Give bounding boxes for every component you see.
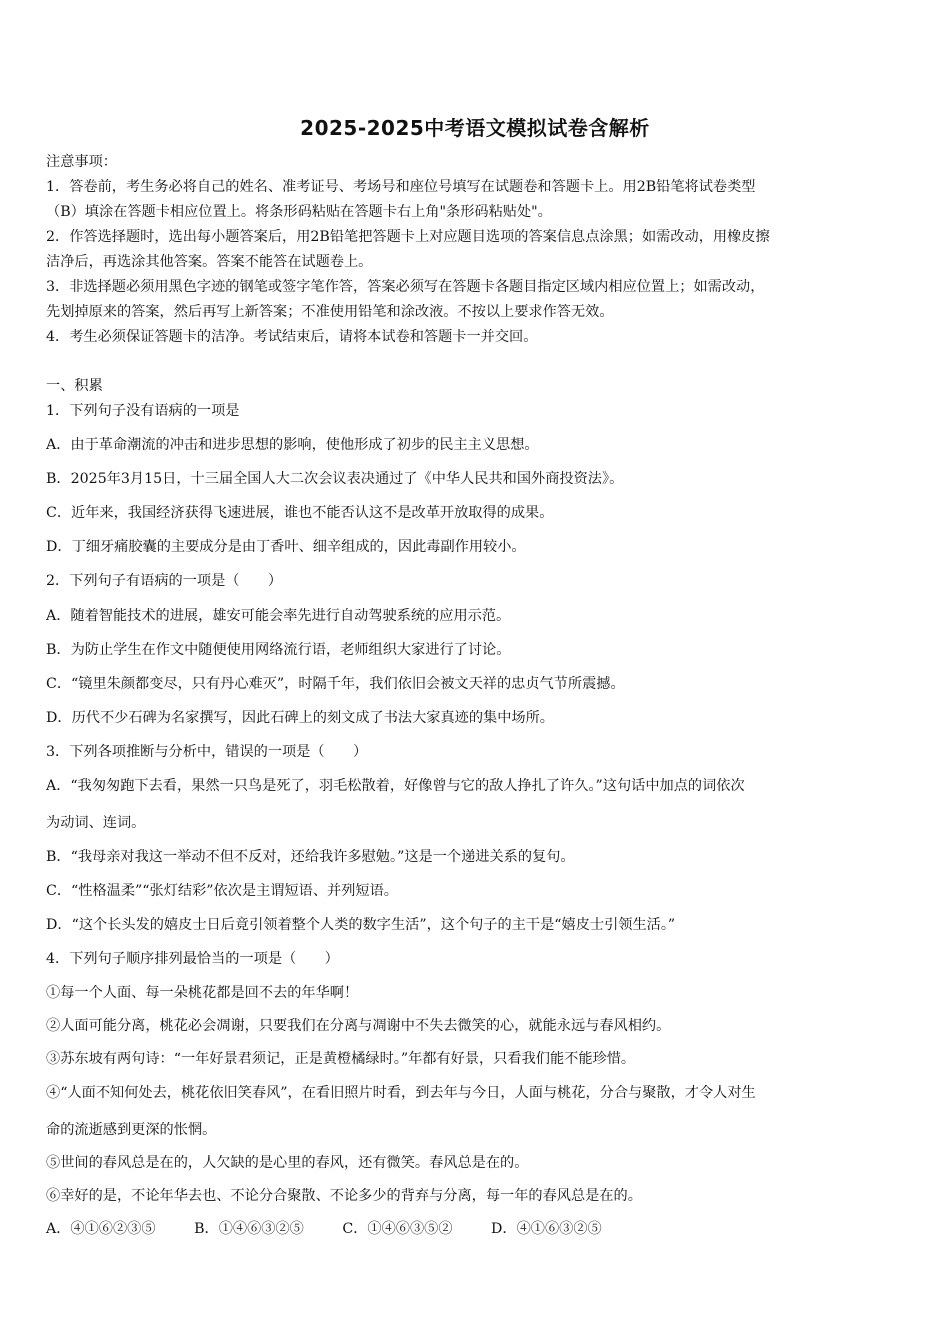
section-heading: 一、积累 (46, 378, 103, 394)
q3-option-c: C．“性格温柔”“张灯结彩”依次是主谓短语、并列短语。 (46, 883, 398, 899)
q1-option-c: C．近年来，我国经济获得飞速进展，谁也不能否认这不是改革开放取得的成果。 (46, 505, 554, 521)
q2-stem: 2．下列句子有语病的一项是（ ） (46, 573, 283, 589)
q1-option-a: A．由于革命潮流的冲击和进步思想的影响，使他形成了初步的民主主义思想。 (46, 437, 539, 453)
notes-line: 4．考生必须保证答题卡的洁净。考试结束后，请将本试卷和答题卡一并交回。 (46, 329, 538, 345)
notes-line: （B）填涂在答题卡相应位置上。将条形码粘贴在答题卡右上角"条形码粘贴处"。 (46, 204, 552, 220)
notes-line: 3．非选择题必须用黑色字迹的钢笔或签字笔作答，答案必须写在答题卡各题目指定区域内相应位置上；如需改动， (46, 279, 765, 295)
q1-option-d: D．丁细牙痛胶囊的主要成分是由丁香叶、细辛组成的，因此毒副作用较小。 (46, 539, 526, 555)
q3-option-a: A．“我匆匆跑下去看，果然一只鸟是死了，羽毛松散着，好像曾与它的敌人挣扎了许久。”这句话中加点的词依次 (46, 778, 745, 794)
q4-option-d: D．④①⑥③②⑤ (491, 1221, 602, 1237)
q3-option-a-cont: 为动词、连词。 (46, 815, 146, 831)
q4-sentence-3: ③苏东坡有两句诗：“一年好景君须记，正是黄橙橘绿时。”年都有好景，只看我们能不能珍惜。 (46, 1051, 636, 1067)
page-title: 2025-2025中考语文模拟试卷含解析 (300, 116, 650, 140)
q3-stem: 3．下列各项推断与分析中，错误的一项是（ ） (46, 744, 368, 760)
notes-line: 洁净后，再选涂其他答案。答案不能答在试题卷上。 (46, 254, 373, 270)
q4-sentence-4: ④“人面不知何处去，桃花依旧笑春风”，在看旧照片时看，到去年与今日，人面与桃花，分合与聚散，才令人对生 (46, 1085, 756, 1101)
notes-line: 2．作答选择题时，选出每小题答案后，用2B铅笔把答题卡上对应题目选项的答案信息点涂黑；如需改动，用橡皮擦 (46, 229, 770, 245)
q3-option-d: D．“这个长头发的嬉皮士日后竟引领着整个人类的数字生活”，这个句子的主干是“嬉皮士引领生活。” (46, 917, 676, 933)
q2-option-c: C．“镜里朱颜都变尽，只有丹心难灭”，时隔千年，我们依旧会被文天祥的忠贞气节所震撼。 (46, 676, 625, 692)
q2-option-b: B．为防止学生在作文中随便使用网络流行语，老师组织大家进行了讨论。 (46, 642, 511, 658)
q4-option-b: B．①④⑥③②⑤ (194, 1221, 304, 1237)
notes-heading: 注意事项： (46, 154, 117, 170)
q4-sentence-2: ②人面可能分离，桃花必会凋谢，只要我们在分离与凋谢中不失去微笑的心，就能永远与春风相约。 (46, 1018, 671, 1034)
notes-line: 先划掉原来的答案，然后再写上新答案；不准使用铅笔和涂改液。不按以上要求作答无效。 (46, 304, 614, 320)
q4-sentence-5: ⑤世间的春风总是在的，人欠缺的是心里的春风，还有微笑。春风总是在的。 (46, 1155, 529, 1171)
q4-option-c: C．①④⑥③⑤② (342, 1221, 453, 1237)
q2-option-a: A．随着智能技术的进展，雄安可能会率先进行自动驾驶系统的应用示范。 (46, 608, 511, 624)
q4-sentence-6: ⑥幸好的是，不论年华去也、不论分合聚散、不论多少的背弃与分离，每一年的春风总是在的。 (46, 1188, 642, 1204)
q1-option-b: B．2025年3月15日，十三届全国人大二次会议表决通过了《中华人民共和国外商投资法》。 (46, 471, 624, 487)
q4-sentence-4-cont: 命的流逝感到更深的怅惘。 (46, 1122, 217, 1138)
q4-sentence-1: ①每一个人面、每一朵桃花都是回不去的年华啊！ (46, 985, 359, 1001)
q4-stem: 4．下列句子顺序排列最恰当的一项是（ ） (46, 951, 339, 967)
q2-option-d: D．历代不少石碑为名家撰写，因此石碑上的刻文成了书法大家真迹的集中场所。 (46, 710, 554, 726)
q3-option-b: B．“我母亲对我这一举动不但不反对，还给我许多慰勉。”这是一个递进关系的复句。 (46, 849, 575, 865)
notes-line: 1．答卷前，考生务必将自己的姓名、准考证号、考场号和座位号填写在试题卷和答题卡上。用2B铅笔将试卷类型 (46, 179, 756, 195)
q1-stem: 1．下列句子没有语病的一项是 (46, 403, 240, 419)
q4-option-a: A．④①⑥②③⑤ (46, 1221, 156, 1237)
q4-options (46, 1219, 906, 1239)
